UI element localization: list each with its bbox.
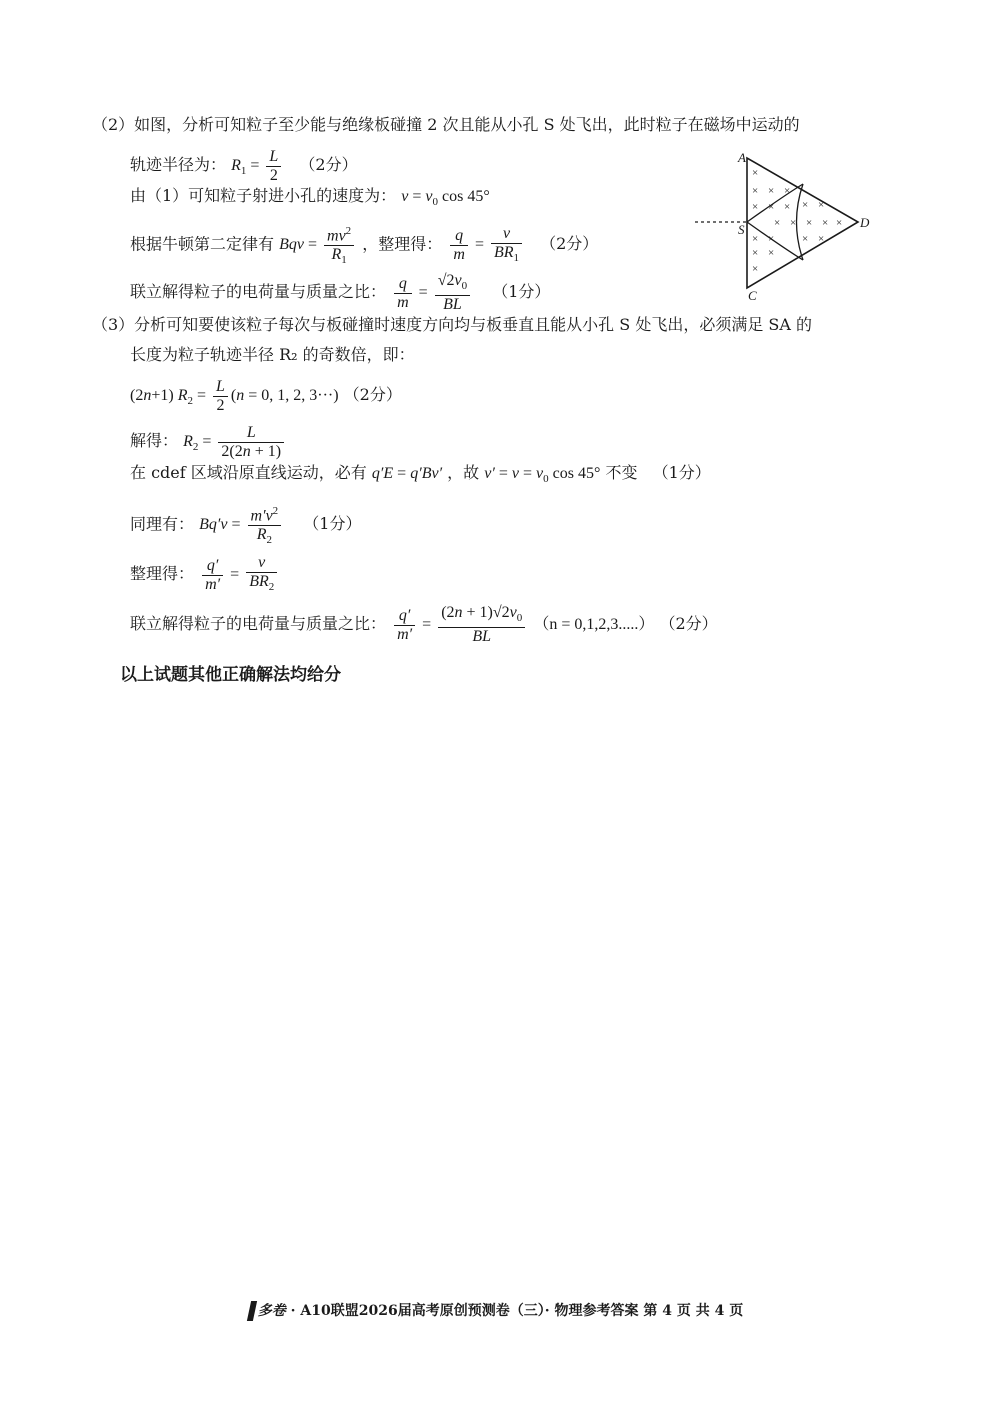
part3-line1: （3）分析可知要使该粒子每次与板碰撞时速度方向均与板垂直且能从小孔 S 处飞出，必须满足 SA 的	[92, 315, 813, 334]
triangle-diagram	[690, 150, 880, 300]
part2-line4-prefix: 根据牛顿第二定律有	[130, 234, 275, 254]
formula-newton: Bqv = $\frac{mv^2}{R_1}$	[279, 236, 357, 253]
part3-line6-prefix: 同理有：	[130, 514, 195, 534]
part2-line2	[130, 148, 358, 185]
cross-mark: ×	[818, 199, 825, 211]
formula-ratio-final: $\frac{q'}{m'}$ = $\frac{(2n + 1)√2v_0}{BL}$	[391, 616, 528, 633]
part2-line5-prefix: 联立解得粒子的电荷量与质量之比：	[130, 281, 387, 301]
label-c: C	[748, 288, 757, 300]
formula-force-balance: q′E = q′Bv′	[371, 465, 443, 482]
trajectory-arc	[797, 184, 804, 260]
score: （1分）	[652, 463, 711, 482]
formula-r1: $R_1$ = $\frac{L}{2}$	[231, 157, 284, 174]
part3-line6	[130, 502, 361, 550]
cross-mark: ×	[768, 201, 775, 213]
part3-line7	[130, 554, 280, 596]
cross-mark: ×	[752, 167, 759, 179]
page-footer: 多卷 · A10联盟2026届高考原创预测卷（三）· 物理参考答案 第 4 页 共 4 页	[0, 1300, 992, 1321]
part3-line5-prefix: 在 cdef 区域沿原直线运动，必有	[130, 463, 367, 482]
part2-line4-mid: ，整理得：	[362, 234, 443, 254]
closing-note: 以上试题其他正确解法均给分	[120, 665, 341, 685]
part3-line5	[130, 462, 711, 490]
cross-mark: ×	[806, 217, 813, 229]
footer-logo: 多卷	[257, 1303, 286, 1319]
label-d: D	[860, 215, 870, 230]
part2-line1: （2）如图，分析可知粒子至少能与绝缘板碰撞 2 次且能从小孔 S 处飞出，此时粒子在磁场中运动的	[92, 115, 800, 134]
cross-mark: ×	[790, 217, 797, 229]
part3-line7-prefix: 整理得：	[130, 563, 195, 583]
cross-mark: ×	[818, 233, 825, 245]
cross-mark: ×	[802, 199, 809, 211]
score: （2分）	[343, 385, 402, 405]
cross-mark: ×	[802, 233, 809, 245]
cross-mark: ×	[774, 217, 781, 229]
formula-r2: $R_2$ = $\frac{L}{2(2n + 1)}$	[183, 433, 287, 450]
formula-ratio1: $\frac{q}{m}$ = $\frac{v}{BR_1}$	[447, 236, 525, 253]
part2-line4	[130, 222, 598, 270]
formula-ratio2: $\frac{q'}{m'}$ = $\frac{v}{BR_2}$	[199, 566, 280, 583]
cross-mark: ×	[768, 185, 775, 197]
n-range: （n = 0,1,2,3.....）	[533, 615, 655, 633]
score: （2分）	[659, 613, 718, 633]
cross-mark: ×	[768, 233, 775, 245]
part2-line3-text: 由（1）可知粒子射进小孔的速度为：	[130, 186, 397, 205]
cross-mark: ×	[752, 185, 759, 197]
cross-mark: ×	[768, 247, 775, 259]
label-s: S	[738, 222, 745, 237]
part2-line3	[130, 185, 490, 213]
cross-mark: ×	[784, 201, 791, 213]
cross-mark: ×	[784, 185, 791, 197]
formula-ratio-result: $\frac{q}{m}$ = $\frac{√2v_0}{BL}$	[391, 284, 473, 301]
formula-velocity2: $v' = v = v_0$ cos 45°	[484, 465, 601, 486]
logo-icon	[247, 1301, 257, 1321]
score: （1分）	[492, 281, 551, 301]
cross-mark: ×	[752, 233, 759, 245]
cross-mark: ×	[752, 201, 759, 213]
label-a: A	[738, 150, 746, 165]
formula-odd-multiple: (2n+1) $R_2$ = $\frac{L}{2}$ (n = 0, 1, 2, 3···)	[130, 378, 339, 414]
part3-line5-mid: ，故	[447, 463, 480, 482]
part2-line5	[130, 272, 550, 314]
part3-line4-prefix: 解得：	[130, 431, 179, 451]
part3-line4	[130, 424, 287, 461]
part3-line2: 长度为粒子轨迹半径 R₂ 的奇数倍，即：	[130, 345, 415, 364]
cross-mark: ×	[752, 263, 759, 275]
formula-velocity: $v = v_0$ cos 45°	[401, 188, 490, 209]
score: （2分）	[299, 155, 358, 175]
part3-line8	[130, 604, 718, 646]
cross-mark: ×	[752, 247, 759, 259]
cross-mark: ×	[822, 217, 829, 229]
part2-line2-prefix: 轨迹半径为：	[130, 155, 227, 175]
score: （1分）	[303, 514, 362, 534]
part3-line5-suffix: 不变	[605, 463, 638, 482]
formula-newton2: Bq′v = $\frac{m'v^2}{R_2}$	[199, 516, 284, 533]
score: （2分）	[540, 234, 599, 254]
cross-mark: ×	[836, 217, 843, 229]
part3-line8-prefix: 联立解得粒子的电荷量与质量之比：	[130, 613, 387, 633]
part3-line3	[130, 378, 402, 415]
footer-text: A10联盟2026届高考原创预测卷（三）· 物理参考答案 第 4 页 共 4 页	[300, 1303, 744, 1319]
